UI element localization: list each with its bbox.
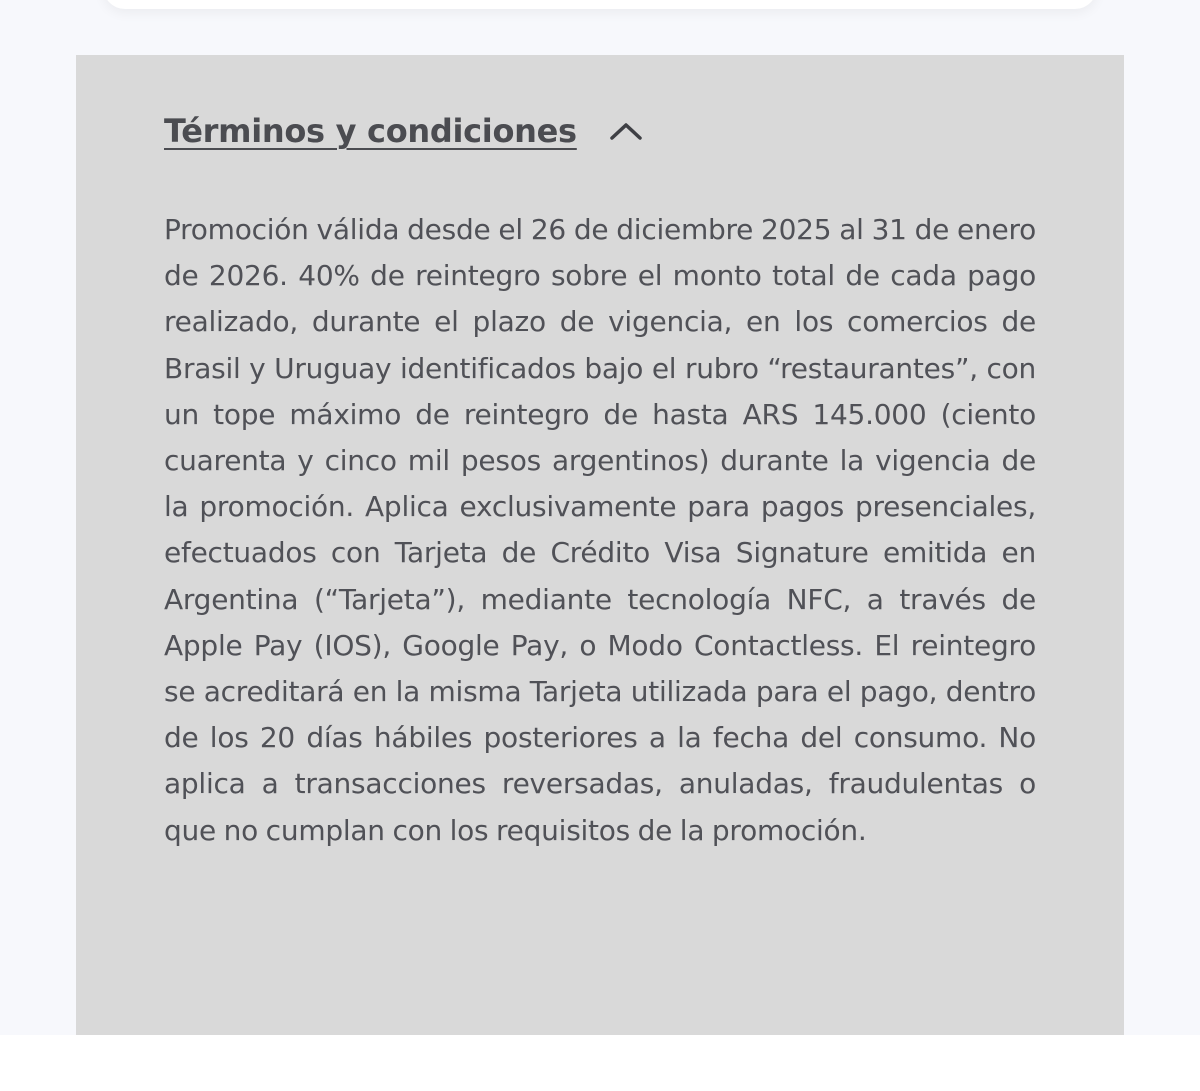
terms-header[interactable]	[164, 109, 643, 153]
terms-body: Promoción válida desde el 26 de diciembre 2025 al 31 de enero de 2026. 40% de reintegro sobre el monto total de cada pago realizado, durante el plazo de vigencia, en los comercios de Brasil y Uruguay identificados bajo el rubro “restaurantes”, con un tope máximo de reintegro de hasta ARS 145.000 (ciento cuarenta y cinco mil pesos argentinos) durante la vigencia de la promoción. Aplica exclusivamente para pagos presenciales, efectuados con Tarjeta de Crédito Visa Signature emitida en Argentina (“Tarjeta”), mediante tecnología NFC, a través de Apple Pay (IOS), Google Pay, o Modo Contactless. El reintegro se acreditará en la misma Tarjeta utilizada para el pago, dentro de los 20 días hábiles posteriores a la fecha del consumo. No aplica a transacciones reversadas, anuladas, fraudulentas o que no cumplan con los requisitos de la promoción.	[164, 213, 1036, 847]
terms-panel	[76, 55, 1124, 1035]
page-footer-space	[0, 1035, 1200, 1091]
previous-card	[103, 0, 1097, 9]
terms-title[interactable]: Términos y condiciones	[164, 112, 577, 150]
chevron-up-icon[interactable]	[609, 114, 643, 148]
